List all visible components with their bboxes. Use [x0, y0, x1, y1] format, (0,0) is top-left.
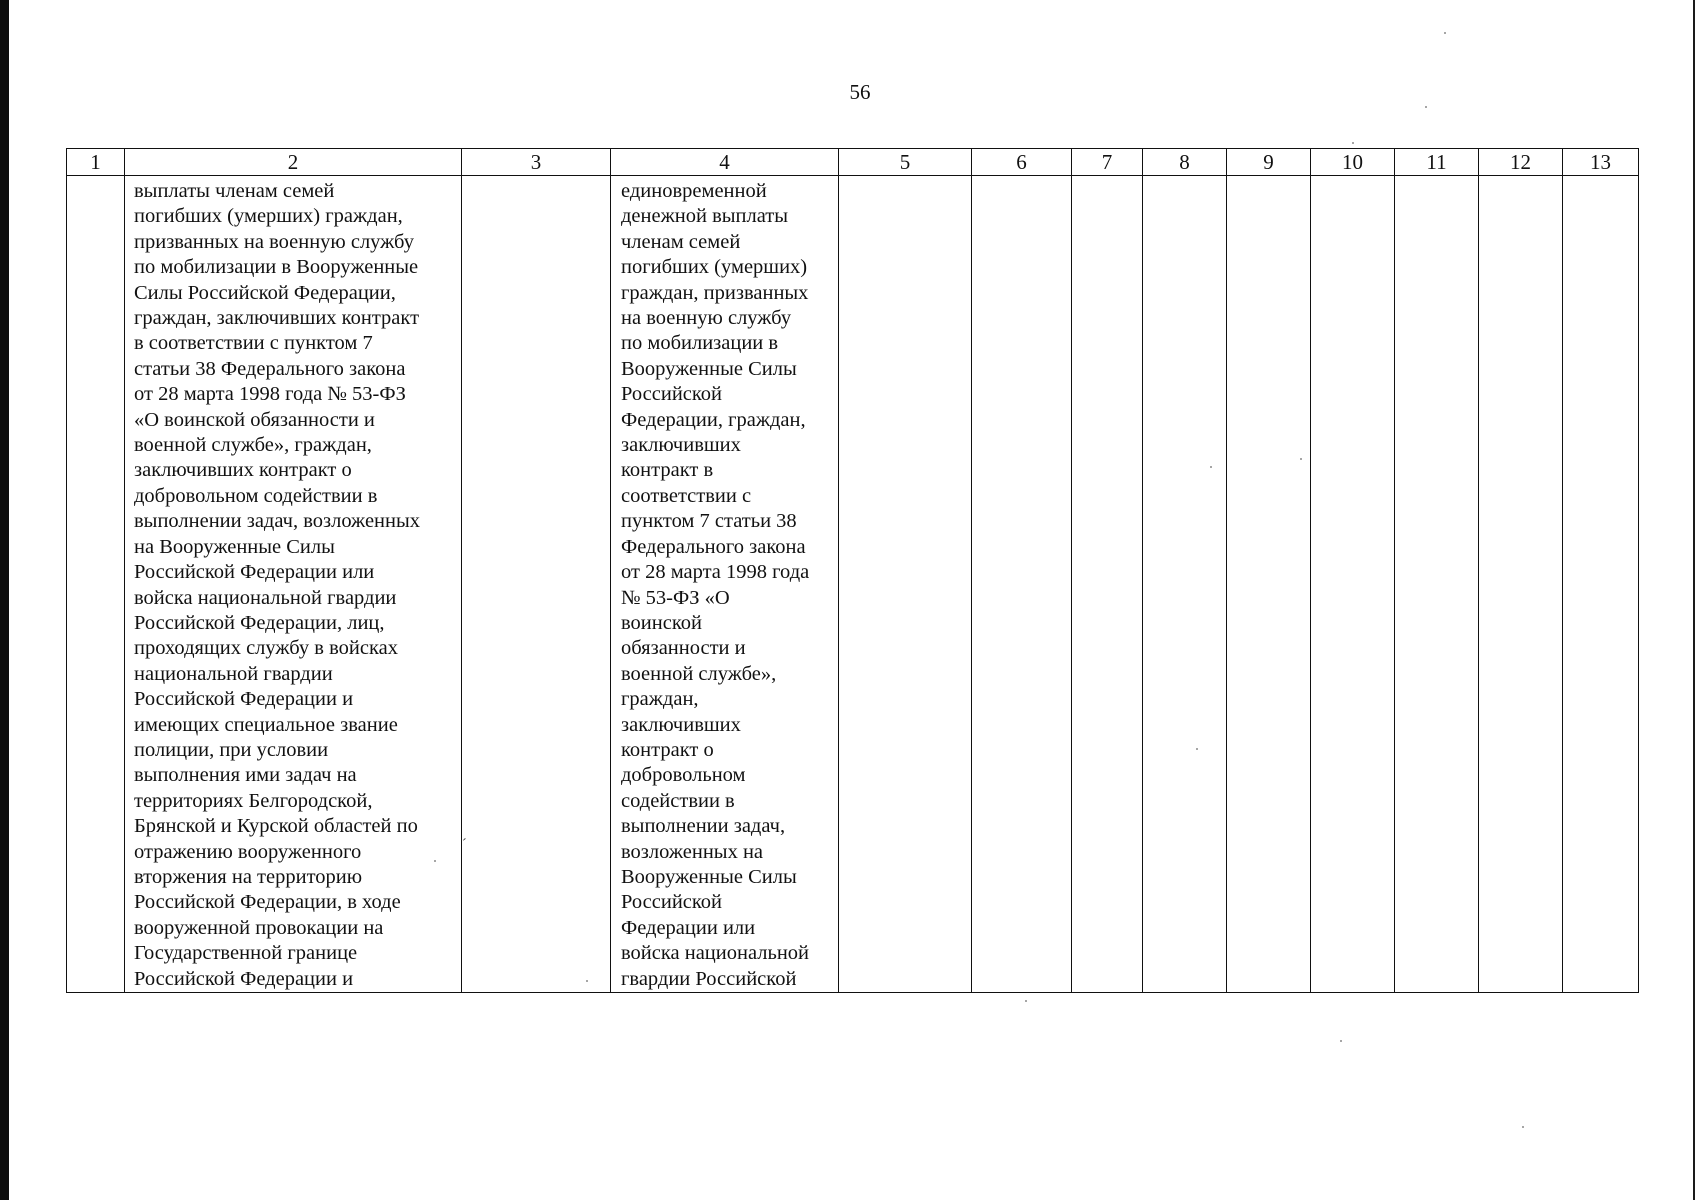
text-line: № 53-ФЗ «О: [621, 586, 730, 609]
text-line: добровольном: [621, 764, 746, 787]
text-line: Российской: [621, 383, 723, 406]
text-line: войска национальной гвардии: [134, 586, 397, 609]
text-line: войска национальной: [621, 942, 810, 965]
cell-col-3: [462, 176, 611, 993]
text-line: пунктом 7 статьи 38: [621, 510, 797, 533]
text-line: по мобилизации в: [621, 332, 779, 355]
text-line: заключивших: [621, 713, 741, 736]
text-line: обязанности и: [621, 637, 746, 660]
scan-left-edge: [0, 0, 9, 1200]
text-line: граждан,: [621, 688, 699, 711]
text-line: соответствии с: [621, 484, 752, 507]
text-line: Российской Федерации или: [134, 561, 375, 584]
text-line: денежной выплаты: [621, 205, 789, 228]
text-line: заключивших: [621, 434, 741, 457]
text-line: воинской: [621, 611, 702, 634]
column-header-10: 10: [1311, 149, 1395, 176]
text-line: проходящих службу в войсках: [134, 637, 398, 660]
text-line: военной службе»,: [621, 662, 777, 685]
text-line: выплаты членам семей: [134, 180, 335, 202]
column-header-11: 11: [1395, 149, 1479, 176]
scan-speck: [1352, 142, 1354, 144]
text-line: на военную службу: [621, 307, 792, 330]
page-number: 56: [849, 80, 871, 104]
text-line: Российской Федерации, лиц,: [134, 611, 385, 634]
text-line: Российской Федерации и: [134, 688, 354, 711]
text-line: национальной гвардии: [134, 662, 333, 685]
text-line: призванных на военную службу: [134, 230, 414, 253]
text-line: контракт в: [621, 459, 714, 482]
header-row: [67, 149, 1639, 176]
scan-speck: [1425, 106, 1427, 108]
scan-speck: [1025, 1000, 1027, 1002]
text-line: Силы Российской Федерации,: [134, 281, 396, 304]
text-line: погибших (умерших) граждан,: [134, 205, 403, 228]
text-line: на Вооруженные Силы: [134, 535, 335, 558]
column-header-3: 3: [462, 149, 611, 176]
payment-description-text: [611, 176, 838, 992]
text-line: выполнении задач, возложенных: [134, 510, 421, 533]
text-line: Российской Федерации и: [134, 967, 354, 990]
text-line: вторжения на территорию: [134, 865, 363, 888]
description-text: [125, 176, 461, 992]
column-header-2: 2: [125, 149, 462, 176]
text-line: Федерации, граждан,: [621, 408, 806, 431]
text-line: от 28 марта 1998 года № 53-ФЗ: [134, 383, 406, 406]
text-line: Брянской и Курской областей по: [134, 815, 418, 838]
scan-speck: [434, 860, 436, 862]
scan-speck: [1300, 458, 1302, 460]
cell-col-9: [1227, 176, 1311, 993]
text-line: Государственной границе: [134, 942, 358, 965]
text-line: полиции, при условии: [134, 738, 329, 761]
text-line: Российской Федерации, в ходе: [134, 891, 401, 914]
text-line: имеющих специальное звание: [134, 713, 398, 736]
text-line: статьи 38 Федерального закона: [134, 357, 406, 380]
text-line: членам семей: [621, 230, 741, 253]
text-line: единовременной: [621, 180, 767, 202]
text-line: от 28 марта 1998 года: [621, 561, 810, 584]
cell-col-11: [1395, 176, 1479, 993]
column-header-6: 6: [972, 149, 1072, 176]
text-line: Вооруженные Силы: [621, 865, 797, 888]
scan-speck: [1210, 466, 1212, 468]
text-line: гвардии Российской: [621, 967, 797, 990]
text-line: отражению вооруженного: [134, 840, 362, 863]
cell-col-6: [972, 176, 1072, 993]
scan-speck: [1444, 32, 1446, 34]
text-line: граждан, призванных: [621, 281, 809, 304]
text-line: «О воинской обязанности и: [134, 408, 375, 431]
cell-col-8: [1143, 176, 1227, 993]
cell-col-2: [125, 176, 462, 993]
column-header-5: 5: [839, 149, 972, 176]
cell-col-13: [1563, 176, 1639, 993]
scan-speck: [1522, 1126, 1524, 1128]
scan-speck: [1340, 1040, 1342, 1042]
column-header-12: 12: [1479, 149, 1563, 176]
text-line: Российской: [621, 891, 723, 914]
scan-speck: [586, 980, 588, 982]
text-line: погибших (умерших): [621, 256, 808, 279]
text-line: заключивших контракт о: [134, 459, 352, 482]
column-header-9: 9: [1227, 149, 1311, 176]
text-line: граждан, заключивших контракт: [134, 307, 420, 330]
cell-col-10: [1311, 176, 1395, 993]
text-line: военной службе», граждан,: [134, 434, 372, 457]
cell-col-4: [611, 176, 839, 993]
column-header-7: 7: [1072, 149, 1143, 176]
cell-col-7: [1072, 176, 1143, 993]
column-header-13: 13: [1563, 149, 1639, 176]
column-header-8: 8: [1143, 149, 1227, 176]
scan-right-edge: [1693, 0, 1695, 1200]
scan-speck: [1196, 748, 1198, 750]
text-line: по мобилизации в Вооруженные: [134, 256, 419, 279]
text-line: добровольном содействии в: [134, 484, 378, 507]
text-line: в соответствии с пунктом 7: [134, 332, 373, 355]
text-line: территориях Белгородской,: [134, 789, 373, 812]
text-line: содействии в: [621, 789, 735, 812]
cell-col-1: [67, 176, 125, 993]
text-line: выполнении задач,: [621, 815, 786, 838]
column-header-1: 1: [67, 149, 125, 176]
cell-col-5: [839, 176, 972, 993]
table-row: [67, 176, 1639, 993]
text-line: возложенных на: [621, 840, 764, 863]
scan-tick-mark: ˊ: [462, 837, 467, 852]
text-line: Федерального закона: [621, 535, 806, 558]
document-table: [66, 148, 1639, 993]
text-line: Вооруженные Силы: [621, 357, 797, 380]
text-line: Федерации или: [621, 916, 756, 939]
text-line: выполнения ими задач на: [134, 764, 357, 787]
text-line: вооруженной провокации на: [134, 916, 384, 939]
cell-col-12: [1479, 176, 1563, 993]
column-header-4: 4: [611, 149, 839, 176]
text-line: контракт о: [621, 738, 714, 761]
